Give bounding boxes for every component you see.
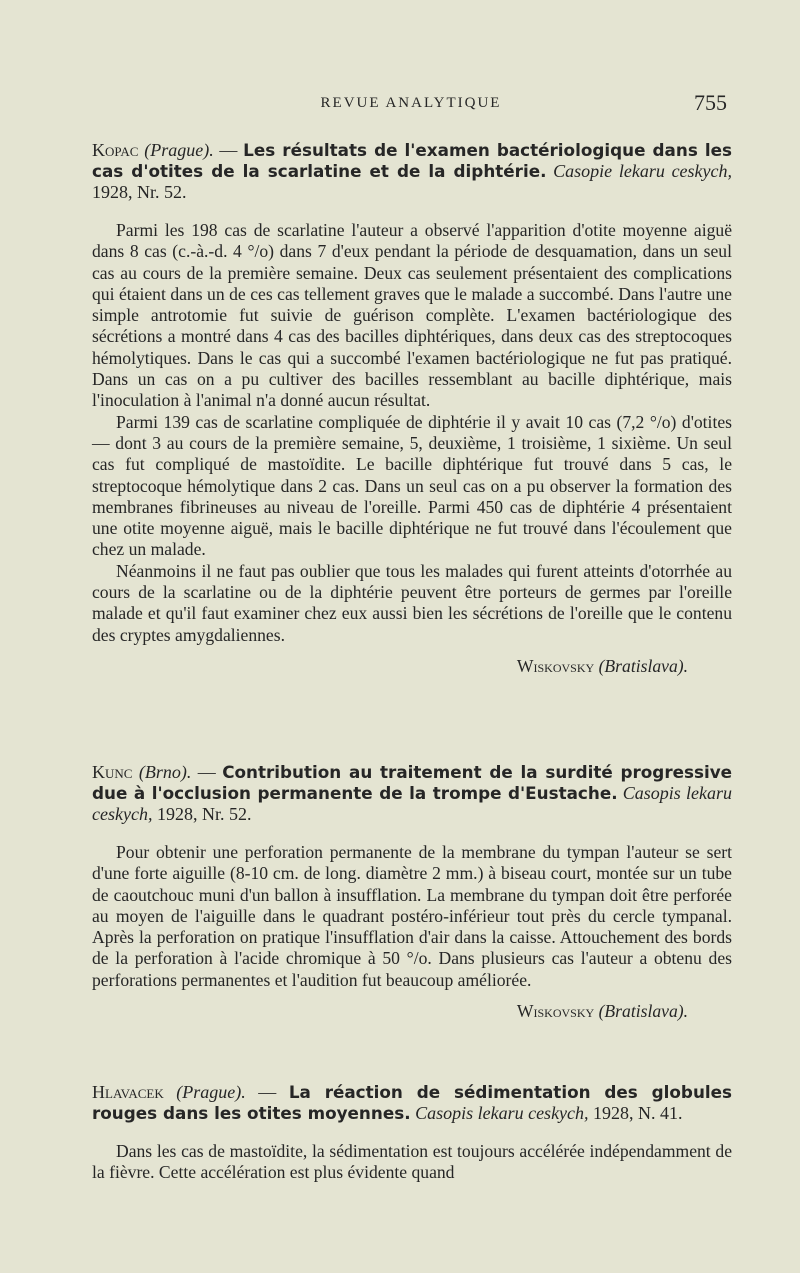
journal-name: Casopie lekaru ceskych,: [553, 161, 733, 181]
author-name: Kopac: [92, 140, 139, 160]
journal-reference: 1928, Nr. 52.: [152, 804, 252, 824]
entry-heading: [92, 140, 732, 203]
author-city: (Prague).: [144, 140, 214, 160]
reviewer-name: Wiskovsky: [516, 1001, 595, 1022]
reviewer-name: Wiskovsky: [516, 655, 595, 676]
author-name: Hlavacek: [92, 1082, 164, 1102]
author-city: (Prague).: [176, 1082, 246, 1102]
entry-heading: [92, 762, 732, 825]
body-paragraph: Parmi les 198 cas de scarlatine l'auteur a observé l'apparition d'otite moyenne aiguë dans 8 cas (c.-à.-d. 4 °/o) dans 7 d'eux pendant la période de desquamation, dans un seul cas au cours de la première semaine. Deux cas seulement présentaient des complications qui étaient dans un de ces cas tellement graves que le malade a succombé. Dans l'autre une simple antrotomie fut suivie de guérison complète. L'examen bactériologique des sécrétions a montré dans 4 cas des bacilles diphtériques, dans deux cas des streptocoques hémolytiques. Dans le cas qui a succombé l'examen bactériologique ne fut pas pratiqué. Dans un cas on a pu cultiver des bacilles ressemblant au bacille diphtérique, mais l'inoculation à l'animal n'a donné aucun résultat.: [92, 220, 732, 411]
running-title: REVUE ANALYTIQUE: [320, 95, 502, 111]
review-entry-hlavacek: [92, 1082, 732, 1184]
heading-dash: —: [191, 762, 223, 782]
page-number: 755: [694, 90, 727, 115]
author-name: Kunc: [92, 762, 133, 782]
page-header: [95, 90, 727, 123]
article-title: La réaction de sédimentation des globules rouges dans les otites moyennes.: [92, 1082, 733, 1123]
journal-reference: 1928, Nr. 52.: [92, 182, 187, 202]
review-entry-kunc: [92, 762, 732, 1022]
journal-name: Casopis lekaru ceskych,: [92, 783, 732, 824]
body-paragraph: Pour obtenir une perforation permanente de la membrane du tympan l'auteur se sert d'une forte aiguille (8-10 cm. de long. diamètre 2 mm.) à biseau court, montée sur un tube de caoutchouc muni d'un ballon à insufflation. La membrane du tympan doit être perforée au moyen de l'aiguille dans le quadrant postéro-inférieur tout près du cercle tympanal. Après la perforation on pratique l'insufflation d'air dans la caisse. Attouchement des bords de la perforation à l'acide chromique à 50 °/o. Dans plusieurs cas l'auteur a obtenu des perforations permanentes et l'audition fut beaucoup améliorée.: [92, 842, 732, 990]
reviewer-city: (Bratislava).: [598, 1001, 688, 1022]
journal-reference: 1928, N. 41.: [588, 1103, 683, 1123]
article-title: Contribution au traitement de la surdité progressive due à l'occlusion permanente de la trompe d'Eustache.: [92, 762, 733, 803]
body-paragraph: Dans les cas de mastoïdite, la sédimentation est toujours accélérée indépendamment de la fièvre. Cette accélération est plus évidente quand: [92, 1141, 732, 1183]
body-paragraph: Parmi 139 cas de scarlatine compliquée de diphtérie il y avait 10 cas (7,2 °/o) d'otites — dont 3 au cours de la première semaine, 5, deuxième, 1 troisième, 1 sixième. Un seul cas fut compliqué de mastoïdite. Le bacille diphtérique fut trouvé dans 5 cas, le streptocoque hémolytique dans 2 cas. Dans un seul cas on a pu observer la formation des membranes fibrineuses au niveau de l'oreille. Parmi 450 cas de diphtérie 4 présentaient une otite moyenne aiguë, mais le bacille diphtérique ne fut trouvé dans l'écoulement que chez un malade.: [92, 411, 732, 560]
heading-dash: —: [245, 1082, 289, 1102]
body-paragraph: Néanmoins il ne faut pas oublier que tous les malades qui furent atteints d'otorrhée au cours de la scarlatine ou de la diphtérie peuvent être porteurs de germes par l'oreille malade et qu'il faut examiner chez eux aussi bien les sécrétions de l'oreille que le contenu des cryptes amygdaliennes.: [92, 560, 732, 645]
reviewer-signature: [92, 656, 732, 677]
entry-heading: [92, 1082, 732, 1124]
review-entry-kopac: [92, 140, 732, 677]
reviewer-signature: [92, 1001, 732, 1022]
author-city: (Brno).: [138, 762, 192, 782]
article-title: Les résultats de l'examen bactériologique dans les cas d'otites de la scarlatine et de la diphtérie.: [92, 140, 733, 181]
reviewer-city: (Bratislava).: [598, 655, 688, 676]
heading-dash: —: [213, 140, 244, 160]
journal-name: Casopis lekaru ceskych,: [415, 1103, 589, 1123]
